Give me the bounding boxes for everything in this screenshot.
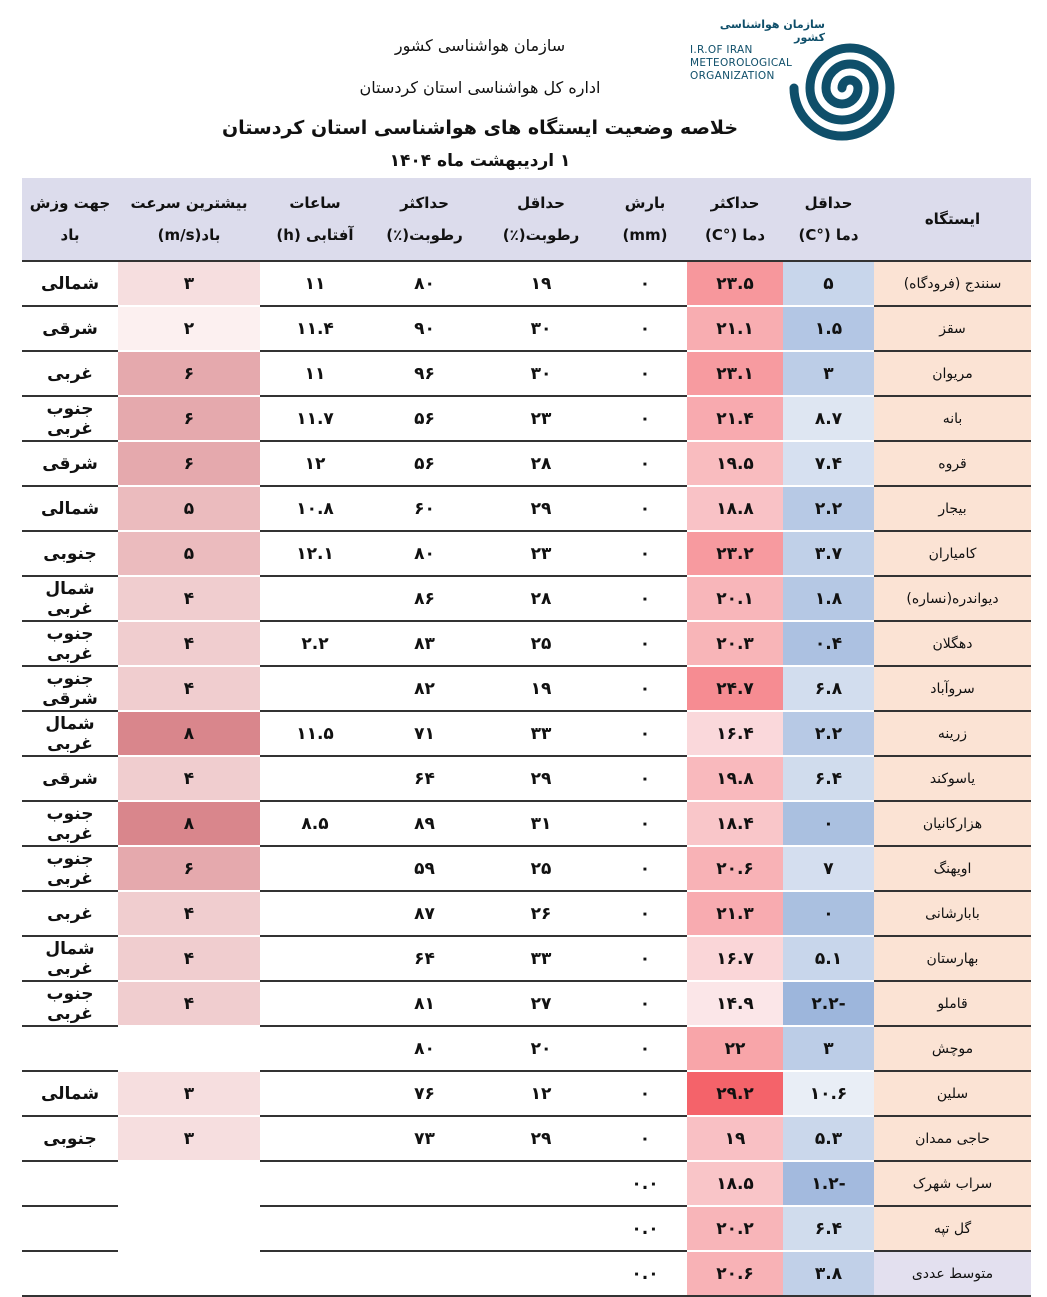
table-row xyxy=(22,1161,1031,1206)
max-wind-speed-cell: ۲ xyxy=(118,306,260,351)
min-temp-cell: ۶.۴ xyxy=(783,756,874,801)
station-name-cell: دهگلان xyxy=(874,621,1031,666)
precipitation-cell: ۰ xyxy=(603,306,687,351)
wind-direction-cell xyxy=(22,1161,118,1206)
max-humidity-cell: ۸۷ xyxy=(370,891,479,936)
max-temp-cell: ۲۱.۱ xyxy=(687,306,783,351)
max-humidity-cell: ۷۳ xyxy=(370,1116,479,1161)
max-temp-cell: ۲۰.۱ xyxy=(687,576,783,621)
sunshine-hours-cell: ۱۱.۷ xyxy=(260,396,370,441)
wind-direction-cell xyxy=(22,1251,118,1296)
max-temp-cell: ۲۰.۶ xyxy=(687,846,783,891)
table-row xyxy=(22,711,1031,756)
wind-direction-cell xyxy=(22,1026,118,1071)
wind-direction-cell: غربی xyxy=(22,891,118,936)
max-humidity-cell: ۷۱ xyxy=(370,711,479,756)
min-humidity-cell: ۳۱ xyxy=(479,801,603,846)
sunshine-hours-cell xyxy=(260,1026,370,1071)
max-temp-cell: ۲۲ xyxy=(687,1026,783,1071)
station-name-cell: سنندج (فرودگاه) xyxy=(874,261,1031,306)
meteorological-organization-logo xyxy=(690,18,915,146)
table-row xyxy=(22,1116,1031,1161)
max-humidity-cell: ۸۱ xyxy=(370,981,479,1026)
min-temp-cell: -۱.۲ xyxy=(783,1161,874,1206)
max-wind-speed-cell xyxy=(118,1251,260,1296)
station-name-cell: اویهنگ xyxy=(874,846,1031,891)
wind-direction-cell: جنوبی xyxy=(22,531,118,576)
max-wind-speed-cell: ۸ xyxy=(118,711,260,756)
station-name-cell: بانه xyxy=(874,396,1031,441)
precipitation-cell: ۰ xyxy=(603,711,687,756)
max-humidity-cell xyxy=(370,1251,479,1296)
max-wind-speed-cell: ۴ xyxy=(118,891,260,936)
station-summary-table xyxy=(22,178,1031,1297)
min-humidity-cell: ۲۹ xyxy=(479,486,603,531)
logo-line-1: I.R.OF IRAN xyxy=(690,44,753,56)
table-row xyxy=(22,261,1031,306)
max-wind-speed-cell: ۳ xyxy=(118,261,260,306)
col-rhmax: حداکثر رطوبت(٪) xyxy=(370,178,479,261)
wind-direction-cell: جنوب غربی xyxy=(22,621,118,666)
min-humidity-cell: ۲۵ xyxy=(479,621,603,666)
max-humidity-cell: ۷۶ xyxy=(370,1071,479,1116)
min-temp-cell: ۳.۷ xyxy=(783,531,874,576)
max-humidity-cell: ۸۳ xyxy=(370,621,479,666)
min-humidity-cell xyxy=(479,1251,603,1296)
table-row xyxy=(22,891,1031,936)
station-name-cell: هزارکانیان xyxy=(874,801,1031,846)
max-wind-speed-cell: ۴ xyxy=(118,621,260,666)
min-humidity-cell: ۲۰ xyxy=(479,1026,603,1071)
min-temp-cell: ۱.۵ xyxy=(783,306,874,351)
max-humidity-cell: ۶۴ xyxy=(370,936,479,981)
max-temp-cell: ۱۹.۵ xyxy=(687,441,783,486)
precipitation-cell: ۰ xyxy=(603,396,687,441)
precipitation-cell: ۰ xyxy=(603,486,687,531)
max-temp-cell: ۱۹.۸ xyxy=(687,756,783,801)
min-temp-cell: ۵ xyxy=(783,261,874,306)
max-wind-speed-cell: ۸ xyxy=(118,801,260,846)
max-humidity-cell: ۸۰ xyxy=(370,261,479,306)
max-temp-cell: ۱۸.۵ xyxy=(687,1161,783,1206)
col-rhmin: حداقل رطوبت(٪) xyxy=(479,178,603,261)
precipitation-cell: ۰ xyxy=(603,981,687,1026)
station-name-cell: مریوان xyxy=(874,351,1031,396)
max-wind-speed-cell: ۶ xyxy=(118,441,260,486)
precipitation-cell: ۰ xyxy=(603,801,687,846)
wind-direction-cell: شرقی xyxy=(22,441,118,486)
min-humidity-cell: ۲۳ xyxy=(479,396,603,441)
max-temp-cell: ۱۹ xyxy=(687,1116,783,1161)
table-row xyxy=(22,1206,1031,1251)
min-temp-cell: ۲.۲ xyxy=(783,711,874,756)
max-humidity-cell: ۸۶ xyxy=(370,576,479,621)
min-temp-cell: ۱.۸ xyxy=(783,576,874,621)
max-humidity-cell: ۶۰ xyxy=(370,486,479,531)
station-name-cell: متوسط عددی xyxy=(874,1251,1031,1296)
max-temp-cell: ۲۰.۶ xyxy=(687,1251,783,1296)
station-name-cell: سقز xyxy=(874,306,1031,351)
min-humidity-cell: ۲۶ xyxy=(479,891,603,936)
min-humidity-cell xyxy=(479,1206,603,1251)
precipitation-cell: ۰ xyxy=(603,891,687,936)
max-wind-speed-cell: ۴ xyxy=(118,576,260,621)
precipitation-cell: ۰ xyxy=(603,1026,687,1071)
min-temp-cell: ۷ xyxy=(783,846,874,891)
station-name-cell: سلین xyxy=(874,1071,1031,1116)
wind-direction-cell: جنوب غربی xyxy=(22,801,118,846)
wind-direction-cell: شمالی xyxy=(22,261,118,306)
station-name-cell: زرینه xyxy=(874,711,1031,756)
max-humidity-cell: ۵۶ xyxy=(370,396,479,441)
max-temp-cell: ۲۰.۲ xyxy=(687,1206,783,1251)
table-row xyxy=(22,351,1031,396)
min-temp-cell: ۶.۴ xyxy=(783,1206,874,1251)
sunshine-hours-cell xyxy=(260,1161,370,1206)
col-tmin: حداقل دما (°C) xyxy=(783,178,874,261)
max-temp-cell: ۱۴.۹ xyxy=(687,981,783,1026)
min-humidity-cell: ۱۲ xyxy=(479,1071,603,1116)
precipitation-cell: ۰ xyxy=(603,756,687,801)
min-temp-cell: ۳ xyxy=(783,1026,874,1071)
wind-direction-cell: شمال غربی xyxy=(22,576,118,621)
max-wind-speed-cell: ۳ xyxy=(118,1116,260,1161)
sunshine-hours-cell: ۱۱ xyxy=(260,261,370,306)
wind-direction-cell: جنوبی xyxy=(22,1116,118,1161)
precipitation-cell: ۰.۰ xyxy=(603,1251,687,1296)
sunshine-hours-cell: ۲.۲ xyxy=(260,621,370,666)
logo-line-2: METEOROLOGICAL xyxy=(690,57,793,69)
min-temp-cell: ۱۰.۶ xyxy=(783,1071,874,1116)
min-humidity-cell: ۳۳ xyxy=(479,936,603,981)
table-row xyxy=(22,306,1031,351)
sunshine-hours-cell xyxy=(260,1251,370,1296)
sunshine-hours-cell: ۱۱.۴ xyxy=(260,306,370,351)
min-temp-cell: ۵.۱ xyxy=(783,936,874,981)
table-row xyxy=(22,936,1031,981)
min-humidity-cell: ۳۰ xyxy=(479,351,603,396)
table-row xyxy=(22,441,1031,486)
col-sunshine: ساعات آفتابی (h) xyxy=(260,178,370,261)
wind-direction-cell: شرقی xyxy=(22,756,118,801)
precipitation-cell: ۰ xyxy=(603,441,687,486)
col-wind-speed: بیشترین سرعت باد(m/s) xyxy=(118,178,260,261)
max-wind-speed-cell xyxy=(118,1206,260,1251)
spiral-emblem-icon xyxy=(788,26,913,151)
max-wind-speed-cell: ۶ xyxy=(118,351,260,396)
table-row xyxy=(22,756,1031,801)
max-temp-cell: ۲۴.۷ xyxy=(687,666,783,711)
min-humidity-cell: ۱۹ xyxy=(479,666,603,711)
min-temp-cell: ۰ xyxy=(783,801,874,846)
max-humidity-cell: ۹۶ xyxy=(370,351,479,396)
precipitation-cell: ۰.۰ xyxy=(603,1206,687,1251)
station-name-cell: دیواندره(نساره) xyxy=(874,576,1031,621)
min-humidity-cell: ۲۹ xyxy=(479,1116,603,1161)
max-humidity-cell: ۸۹ xyxy=(370,801,479,846)
min-temp-cell: -۲.۲ xyxy=(783,981,874,1026)
wind-direction-cell: جنوب شرقی xyxy=(22,666,118,711)
table-row xyxy=(22,846,1031,891)
max-wind-speed-cell: ۴ xyxy=(118,936,260,981)
station-name-cell: بهارستان xyxy=(874,936,1031,981)
min-humidity-cell: ۲۵ xyxy=(479,846,603,891)
precipitation-cell: ۰ xyxy=(603,936,687,981)
wind-direction-cell: شرقی xyxy=(22,306,118,351)
col-station: ایستگاه xyxy=(874,178,1031,261)
department-name: اداره کل هواشناسی استان کردستان xyxy=(359,78,601,97)
table-row xyxy=(22,981,1031,1026)
min-temp-cell: ۳ xyxy=(783,351,874,396)
max-temp-cell: ۲۰.۳ xyxy=(687,621,783,666)
min-temp-cell: ۲.۲ xyxy=(783,486,874,531)
max-temp-cell: ۲۳.۵ xyxy=(687,261,783,306)
station-name-cell: بابارشانی xyxy=(874,891,1031,936)
wind-direction-cell: شمالی xyxy=(22,1071,118,1116)
report-date: ۱ اردیبهشت ماه ۱۴۰۴ xyxy=(389,151,571,171)
precipitation-cell: ۰ xyxy=(603,531,687,576)
table-row xyxy=(22,531,1031,576)
max-temp-cell: ۱۶.۷ xyxy=(687,936,783,981)
wind-direction-cell xyxy=(22,1206,118,1251)
wind-direction-cell: غربی xyxy=(22,351,118,396)
station-name-cell: کامیاران xyxy=(874,531,1031,576)
col-wind-direction: جهت وزش باد xyxy=(22,178,118,261)
min-humidity-cell: ۲۷ xyxy=(479,981,603,1026)
station-name-cell: بیجار xyxy=(874,486,1031,531)
table-row xyxy=(22,576,1031,621)
wind-direction-cell: شمال غربی xyxy=(22,936,118,981)
min-temp-cell: ۰ xyxy=(783,891,874,936)
max-wind-speed-cell: ۵ xyxy=(118,486,260,531)
sunshine-hours-cell xyxy=(260,756,370,801)
precipitation-cell: ۰ xyxy=(603,261,687,306)
max-wind-speed-cell: ۴ xyxy=(118,981,260,1026)
station-name-cell: موچش xyxy=(874,1026,1031,1071)
station-name-cell: یاسوکند xyxy=(874,756,1031,801)
precipitation-cell: ۰ xyxy=(603,666,687,711)
max-wind-speed-cell: ۴ xyxy=(118,666,260,711)
max-wind-speed-cell: ۳ xyxy=(118,1071,260,1116)
station-name-cell: سروآباد xyxy=(874,666,1031,711)
max-humidity-cell: ۵۹ xyxy=(370,846,479,891)
logo-persian-name: سازمان هواشناسی کشور xyxy=(719,18,825,44)
table-row xyxy=(22,801,1031,846)
wind-direction-cell: جنوب غربی xyxy=(22,846,118,891)
min-humidity-cell: ۳۳ xyxy=(479,711,603,756)
max-temp-cell: ۲۹.۲ xyxy=(687,1071,783,1116)
station-name-cell: سراب شهرک xyxy=(874,1161,1031,1206)
max-humidity-cell: ۸۰ xyxy=(370,1026,479,1071)
min-temp-cell: ۳.۸ xyxy=(783,1251,874,1296)
precipitation-cell: ۰ xyxy=(603,846,687,891)
wind-direction-cell: شمال غربی xyxy=(22,711,118,756)
station-name-cell: گل تپه xyxy=(874,1206,1031,1251)
min-humidity-cell: ۲۸ xyxy=(479,441,603,486)
min-humidity-cell: ۳۰ xyxy=(479,306,603,351)
min-humidity-cell: ۲۸ xyxy=(479,576,603,621)
logo-line-3: ORGANIZATION xyxy=(690,70,775,82)
table-row xyxy=(22,486,1031,531)
table-row xyxy=(22,666,1031,711)
precipitation-cell: ۰.۰ xyxy=(603,1161,687,1206)
max-humidity-cell: ۸۲ xyxy=(370,666,479,711)
col-tmax: حداکثر دما (°C) xyxy=(687,178,783,261)
sunshine-hours-cell xyxy=(260,1206,370,1251)
min-temp-cell: ۰.۴ xyxy=(783,621,874,666)
max-temp-cell: ۲۳.۲ xyxy=(687,531,783,576)
max-wind-speed-cell: ۵ xyxy=(118,531,260,576)
sunshine-hours-cell: ۱۲ xyxy=(260,441,370,486)
station-name-cell: قاملو xyxy=(874,981,1031,1026)
table-row xyxy=(22,1026,1031,1071)
sunshine-hours-cell xyxy=(260,1071,370,1116)
precipitation-cell: ۰ xyxy=(603,576,687,621)
table-row xyxy=(22,621,1031,666)
max-temp-cell: ۱۸.۸ xyxy=(687,486,783,531)
max-temp-cell: ۱۸.۴ xyxy=(687,801,783,846)
max-wind-speed-cell: ۴ xyxy=(118,756,260,801)
max-humidity-cell: ۸۰ xyxy=(370,531,479,576)
max-humidity-cell: ۶۴ xyxy=(370,756,479,801)
precipitation-cell: ۰ xyxy=(603,351,687,396)
page-title: خلاصه وضعیت ایستگاه های هواشناسی استان کردستان xyxy=(221,117,739,139)
org-name: سازمان هواشناسی کشور xyxy=(394,36,566,55)
max-humidity-cell: ۹۰ xyxy=(370,306,479,351)
precipitation-cell: ۰ xyxy=(603,1071,687,1116)
max-wind-speed-cell: ۶ xyxy=(118,846,260,891)
min-humidity-cell: ۲۹ xyxy=(479,756,603,801)
max-wind-speed-cell: ۶ xyxy=(118,396,260,441)
sunshine-hours-cell: ۸.۵ xyxy=(260,801,370,846)
wind-direction-cell: جنوب غربی xyxy=(22,396,118,441)
max-wind-speed-cell xyxy=(118,1026,260,1071)
sunshine-hours-cell: ۱۱.۵ xyxy=(260,711,370,756)
min-humidity-cell: ۱۹ xyxy=(479,261,603,306)
station-name-cell: قروه xyxy=(874,441,1031,486)
sunshine-hours-cell xyxy=(260,846,370,891)
wind-direction-cell: جنوب غربی xyxy=(22,981,118,1026)
max-temp-cell: ۲۱.۳ xyxy=(687,891,783,936)
max-temp-cell: ۲۱.۴ xyxy=(687,396,783,441)
sunshine-hours-cell xyxy=(260,936,370,981)
sunshine-hours-cell: ۱۲.۱ xyxy=(260,531,370,576)
precipitation-cell: ۰ xyxy=(603,1116,687,1161)
table-row xyxy=(22,396,1031,441)
min-humidity-cell xyxy=(479,1161,603,1206)
min-humidity-cell: ۲۳ xyxy=(479,531,603,576)
station-name-cell: حاجی ممدان xyxy=(874,1116,1031,1161)
precipitation-cell: ۰ xyxy=(603,621,687,666)
max-wind-speed-cell xyxy=(118,1161,260,1206)
sunshine-hours-cell xyxy=(260,1116,370,1161)
min-temp-cell: ۸.۷ xyxy=(783,396,874,441)
min-temp-cell: ۷.۴ xyxy=(783,441,874,486)
min-temp-cell: ۶.۸ xyxy=(783,666,874,711)
max-humidity-cell xyxy=(370,1206,479,1251)
wind-direction-cell: شمالی xyxy=(22,486,118,531)
sunshine-hours-cell: ۱۰.۸ xyxy=(260,486,370,531)
max-humidity-cell: ۵۶ xyxy=(370,441,479,486)
sunshine-hours-cell xyxy=(260,981,370,1026)
col-precip: بارش (mm) xyxy=(603,178,687,261)
max-temp-cell: ۱۶.۴ xyxy=(687,711,783,756)
table-header-row xyxy=(22,178,1031,261)
sunshine-hours-cell xyxy=(260,576,370,621)
max-humidity-cell xyxy=(370,1161,479,1206)
sunshine-hours-cell xyxy=(260,891,370,936)
table-row xyxy=(22,1251,1031,1296)
sunshine-hours-cell: ۱۱ xyxy=(260,351,370,396)
sunshine-hours-cell xyxy=(260,666,370,711)
min-temp-cell: ۵.۳ xyxy=(783,1116,874,1161)
max-temp-cell: ۲۳.۱ xyxy=(687,351,783,396)
table-row xyxy=(22,1071,1031,1116)
